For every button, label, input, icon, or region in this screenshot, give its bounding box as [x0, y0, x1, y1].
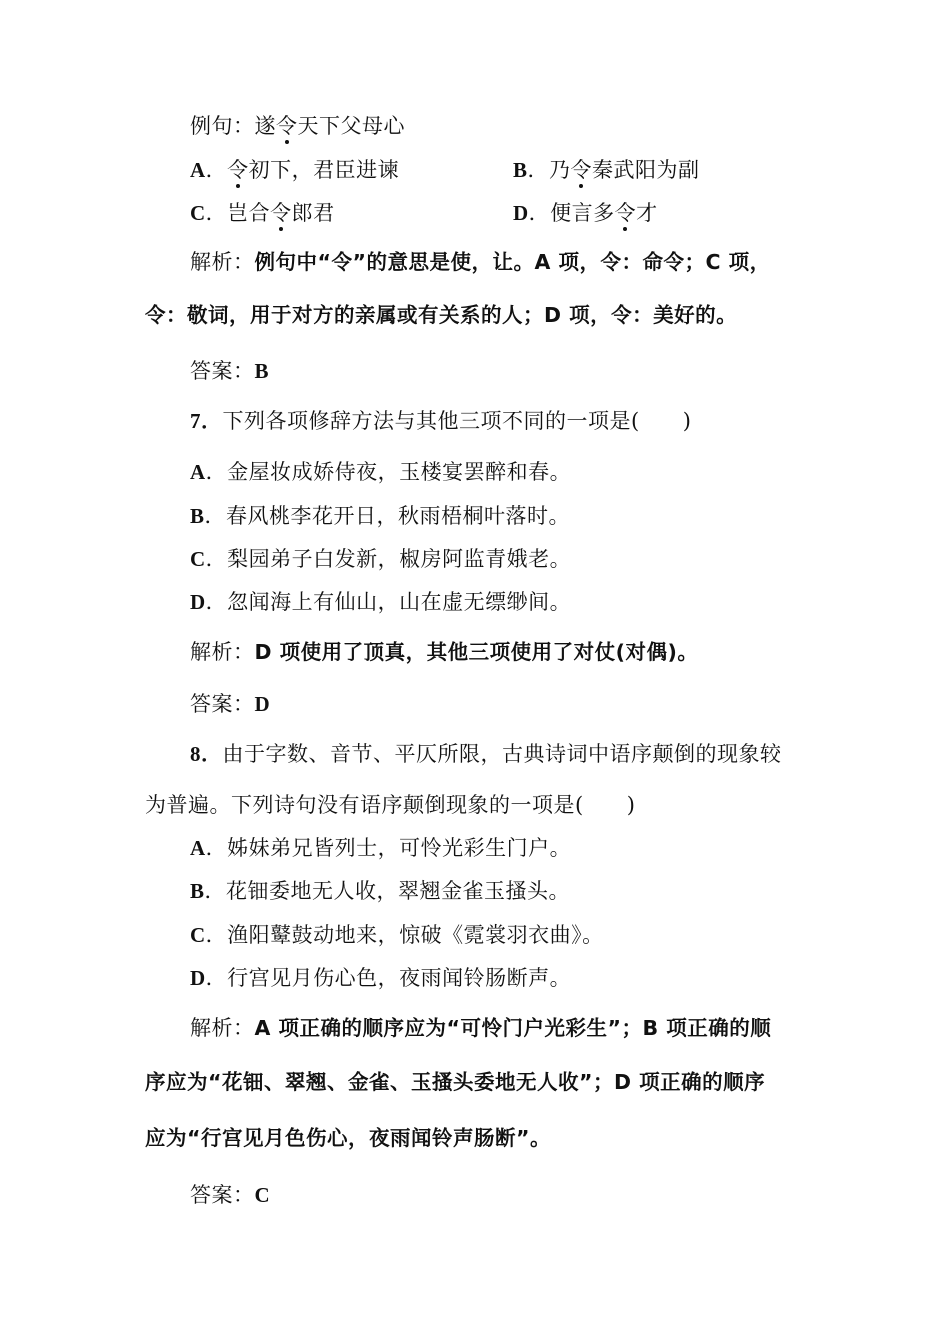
- option-text: 姊妹弟兄皆列士，可怜光彩生门户。: [227, 836, 572, 860]
- option-text-pre: 岂合: [227, 201, 271, 225]
- q8-analysis-line-3: [145, 1124, 551, 1152]
- option-letter: B: [190, 504, 205, 528]
- q6-option-d: [513, 199, 658, 227]
- q8-analysis-line-1: [190, 1014, 771, 1042]
- option-sep: ．: [205, 547, 228, 571]
- analysis-text: 应为“行宫见月色伤心，夜雨闻铃声肠断”。: [145, 1126, 551, 1150]
- option-mark: 令: [614, 201, 637, 225]
- option-letter: D: [190, 966, 206, 990]
- option-letter: C: [190, 201, 206, 225]
- option-letter: A: [190, 836, 206, 860]
- analysis-label: 解析：: [190, 640, 255, 664]
- question-number: 7．: [190, 409, 223, 433]
- option-sep: ．: [205, 590, 228, 614]
- option-letter: B: [513, 158, 528, 182]
- question-stem: 为普遍。下列诗句没有语序颠倒现象的一项是( ): [145, 793, 636, 817]
- option-letter: C: [190, 923, 206, 947]
- option-sep: ．: [205, 158, 228, 182]
- option-sep: ．: [527, 158, 550, 182]
- option-text-post: 才: [636, 201, 658, 225]
- option-mark: 令: [270, 201, 292, 225]
- question-number: 8．: [190, 742, 223, 766]
- analysis-text: 序应为“花钿、翠翘、金雀、玉搔头委地无人收”；D 项正确的顺序: [145, 1070, 766, 1094]
- question-stem: 由于字数、音节、平仄所限，古典诗词中语序颠倒的现象较: [222, 742, 782, 766]
- q8-option-b: [190, 877, 570, 905]
- q7-option-a: [190, 458, 571, 486]
- option-text: 金屋妆成娇侍夜，玉楼宴罢醉和春。: [227, 460, 572, 484]
- q8-answer: [190, 1181, 270, 1209]
- option-text: 忽闻海上有仙山，山在虚无缥缈间。: [227, 590, 572, 614]
- option-sep: ．: [205, 966, 228, 990]
- q7-option-c: [190, 545, 571, 573]
- q7-answer: [190, 690, 270, 718]
- q6-answer: [190, 357, 269, 385]
- answer-value: D: [254, 692, 271, 716]
- option-text: 行宫见月伤心色，夜雨闻铃肠断声。: [227, 966, 572, 990]
- analysis-text: 令：敬词，用于对方的亲属或有关系的人；D 项，令：美好的。: [145, 303, 738, 327]
- answer-value: B: [254, 359, 270, 383]
- analysis-text: D 项使用了顶真，其他三项使用了对仗(对偶)。: [254, 640, 699, 664]
- option-sep: ．: [205, 460, 228, 484]
- option-sep: ．: [205, 201, 228, 225]
- option-letter: B: [190, 879, 205, 903]
- analysis-text: 例句中“令”的意思是使，让。A 项，令：命令；C 项，: [254, 250, 771, 274]
- q7-option-b: [190, 502, 570, 530]
- option-sep: ．: [205, 923, 228, 947]
- answer-label: 答案：: [190, 692, 255, 716]
- option-mark: 令: [570, 158, 593, 182]
- q6-example-prefix: 例句：遂: [190, 114, 276, 138]
- q6-example: [190, 112, 405, 140]
- question-stem: 下列各项修辞方法与其他三项不同的一项是( ): [222, 409, 692, 433]
- q8-stem-line-1: [190, 740, 782, 768]
- q8-option-d: [190, 964, 571, 992]
- answer-value: C: [254, 1183, 271, 1207]
- option-sep: ．: [528, 201, 551, 225]
- q6-option-c: [190, 199, 335, 227]
- q6-example-suffix: 天下父母心: [297, 114, 405, 138]
- q6-option-a: [190, 156, 399, 184]
- q6-example-mark: 令: [276, 114, 298, 138]
- option-text-pre: 乃: [549, 158, 571, 182]
- option-sep: ．: [204, 504, 227, 528]
- option-letter: D: [513, 201, 529, 225]
- option-text-post: 初下，君臣进谏: [248, 158, 400, 182]
- option-text-pre: 便言多: [550, 201, 615, 225]
- q7-stem: [190, 407, 691, 435]
- option-letter: C: [190, 547, 206, 571]
- option-mark: 令: [227, 158, 249, 182]
- q8-option-c: [190, 921, 604, 949]
- option-text: 春风桃李花开日，秋雨梧桐叶落时。: [226, 504, 571, 528]
- q8-option-a: [190, 834, 571, 862]
- option-letter: A: [190, 158, 206, 182]
- q7-option-d: [190, 588, 571, 616]
- q6-option-b: [513, 156, 700, 184]
- analysis-text: A 项正确的顺序应为“可怜门户光彩生”；B 项正确的顺: [254, 1016, 772, 1040]
- q6-analysis-line-1: [190, 248, 771, 276]
- q6-analysis-line-2: [145, 301, 737, 329]
- option-sep: ．: [204, 879, 227, 903]
- analysis-label: 解析：: [190, 250, 255, 274]
- option-text: 花钿委地无人收，翠翘金雀玉搔头。: [226, 879, 571, 903]
- option-text: 渔阳鼙鼓动地来，惊破《霓裳羽衣曲》。: [227, 923, 604, 947]
- option-sep: ．: [205, 836, 228, 860]
- q7-analysis: [190, 638, 698, 666]
- q8-stem-line-2: [145, 791, 635, 819]
- answer-label: 答案：: [190, 1183, 255, 1207]
- analysis-label: 解析：: [190, 1016, 255, 1040]
- option-letter: D: [190, 590, 206, 614]
- q8-analysis-line-2: [145, 1068, 765, 1096]
- option-text-post: 郎君: [291, 201, 335, 225]
- option-text: 梨园弟子白发新，椒房阿监青娥老。: [227, 547, 572, 571]
- option-letter: A: [190, 460, 206, 484]
- option-text-post: 秦武阳为副: [592, 158, 700, 182]
- answer-label: 答案：: [190, 359, 255, 383]
